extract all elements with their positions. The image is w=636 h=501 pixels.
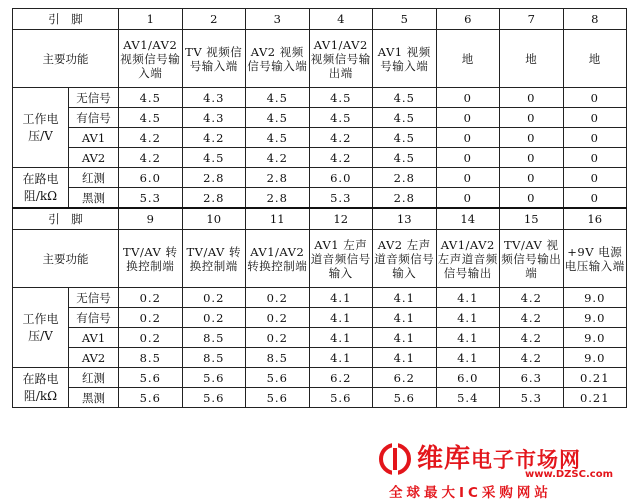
resistance-value: 5.6 [246, 368, 310, 388]
voltage-row [13, 308, 627, 328]
pin-function: +9V 电源电压输入端 [563, 230, 627, 288]
pin-function: AV1/AV2视频信号输入端 [119, 30, 183, 88]
voltage-value: 0.2 [119, 308, 183, 328]
voltage-value: 4.5 [373, 88, 437, 108]
pin-number: 8 [563, 9, 627, 30]
pin-function: 地 [500, 30, 564, 88]
voltage-value: 0.2 [182, 308, 246, 328]
voltage-value: 0 [500, 128, 564, 148]
resistance-group-label: 在路电阻/kΩ [13, 368, 69, 408]
resistance-value: 6.2 [309, 368, 373, 388]
voltage-value: 4.2 [119, 148, 183, 168]
voltage-value: 4.1 [309, 328, 373, 348]
voltage-value: 8.5 [182, 348, 246, 368]
resistance-value: 0.21 [563, 368, 627, 388]
resistance-value: 2.8 [182, 188, 246, 209]
voltage-value: 4.2 [246, 148, 310, 168]
voltage-value: 4.5 [246, 128, 310, 148]
voltage-row [13, 128, 627, 148]
resistance-row [13, 388, 627, 408]
measurement-label: 黑测 [69, 388, 119, 408]
measurement-label: 红测 [69, 368, 119, 388]
resistance-value: 0 [563, 168, 627, 188]
voltage-value: 4.5 [309, 88, 373, 108]
pin-label: 引 脚 [13, 208, 119, 230]
pin-function: TV/AV 转换控制端 [119, 230, 183, 288]
condition-label: 有信号 [69, 308, 119, 328]
pin-function: 地 [563, 30, 627, 88]
pin-function: AV1 视频号输入端 [373, 30, 437, 88]
voltage-group-label: 工作电压/V [13, 288, 69, 368]
voltage-value: 4.2 [309, 128, 373, 148]
resistance-value: 0 [500, 168, 564, 188]
voltage-value: 8.5 [182, 328, 246, 348]
pin-data-table [12, 8, 627, 408]
resistance-value: 5.6 [182, 368, 246, 388]
voltage-value: 4.2 [119, 128, 183, 148]
measurement-label: 黑测 [69, 188, 119, 209]
voltage-value: 9.0 [563, 288, 627, 308]
pin-function: AV2 左声道音频信号输入 [373, 230, 437, 288]
voltage-row [13, 148, 627, 168]
pin-number: 10 [182, 208, 246, 230]
pin-number: 15 [500, 208, 564, 230]
pin-number: 2 [182, 9, 246, 30]
voltage-value: 4.1 [309, 348, 373, 368]
condition-label: 有信号 [69, 108, 119, 128]
pin-number: 13 [373, 208, 437, 230]
resistance-value: 5.6 [119, 388, 183, 408]
resistance-value: 5.6 [309, 388, 373, 408]
voltage-value: 0 [436, 148, 500, 168]
voltage-value: 4.1 [309, 288, 373, 308]
pin-function-row [13, 30, 627, 88]
pin-number: 3 [246, 9, 310, 30]
voltage-row [13, 328, 627, 348]
resistance-value: 2.8 [246, 188, 310, 209]
voltage-value: 0 [436, 88, 500, 108]
pin-function: AV2 视频信号输入端 [246, 30, 310, 88]
voltage-value: 4.1 [436, 288, 500, 308]
resistance-value: 5.3 [119, 188, 183, 209]
resistance-value: 2.8 [373, 168, 437, 188]
function-label: 主要功能 [13, 230, 119, 288]
voltage-value: 4.5 [309, 108, 373, 128]
pin-number-row [13, 208, 627, 230]
condition-label: AV2 [69, 348, 119, 368]
voltage-value: 4.1 [436, 308, 500, 328]
voltage-value: 4.1 [436, 348, 500, 368]
voltage-value: 4.5 [373, 148, 437, 168]
voltage-value: 8.5 [119, 348, 183, 368]
resistance-value: 5.6 [182, 388, 246, 408]
pin-number: 12 [309, 208, 373, 230]
resistance-row [13, 188, 627, 209]
voltage-value: 0 [500, 88, 564, 108]
resistance-value: 5.3 [500, 388, 564, 408]
voltage-value: 4.2 [500, 288, 564, 308]
voltage-row [13, 108, 627, 128]
pin-number: 16 [563, 208, 627, 230]
resistance-group-label: 在路电阻/kΩ [13, 168, 69, 209]
resistance-value: 6.3 [500, 368, 564, 388]
voltage-value: 4.3 [182, 108, 246, 128]
voltage-value: 0 [563, 88, 627, 108]
pin-function: TV 视频信号输入端 [182, 30, 246, 88]
pin-number: 4 [309, 9, 373, 30]
resistance-value: 5.6 [373, 388, 437, 408]
voltage-value: 0.2 [119, 328, 183, 348]
voltage-value: 0 [500, 108, 564, 128]
resistance-value: 5.6 [246, 388, 310, 408]
watermark-brand-suffix: 电子市场网 [471, 448, 582, 472]
brand-logo-icon [375, 442, 415, 476]
resistance-value: 0 [436, 188, 500, 209]
pin-function: AV1/AV2视频信号输出端 [309, 30, 373, 88]
voltage-value: 4.1 [373, 328, 437, 348]
pin-number: 5 [373, 9, 437, 30]
table-body [13, 9, 627, 408]
voltage-value: 4.2 [500, 328, 564, 348]
voltage-row [13, 348, 627, 368]
resistance-value: 2.8 [182, 168, 246, 188]
voltage-value: 0.2 [246, 308, 310, 328]
watermark-tagline: 全球最大IC采购网站 [389, 485, 552, 501]
voltage-value: 0 [500, 148, 564, 168]
pin-number: 1 [119, 9, 183, 30]
watermark-brand-name: 维库 [417, 444, 472, 474]
function-label: 主要功能 [13, 30, 119, 88]
resistance-value: 0 [436, 168, 500, 188]
voltage-value: 4.2 [500, 308, 564, 328]
pin-function-row [13, 230, 627, 288]
pin-number-row [13, 9, 627, 30]
voltage-value: 4.5 [119, 88, 183, 108]
voltage-value: 9.0 [563, 348, 627, 368]
voltage-value: 4.1 [436, 328, 500, 348]
watermark-url: www.DZSC.com [525, 469, 613, 480]
voltage-row [13, 288, 627, 308]
condition-label: 无信号 [69, 88, 119, 108]
resistance-value: 6.0 [309, 168, 373, 188]
voltage-value: 4.5 [373, 128, 437, 148]
resistance-value: 5.4 [436, 388, 500, 408]
voltage-value: 0 [436, 108, 500, 128]
voltage-value: 4.1 [373, 288, 437, 308]
pin-label: 引 脚 [13, 9, 119, 30]
resistance-value: 0 [500, 188, 564, 209]
voltage-value: 4.5 [182, 148, 246, 168]
voltage-value: 4.5 [119, 108, 183, 128]
resistance-value: 2.8 [373, 188, 437, 209]
resistance-value: 2.8 [246, 168, 310, 188]
voltage-value: 0.2 [246, 328, 310, 348]
voltage-value: 4.1 [373, 308, 437, 328]
voltage-value: 0 [563, 148, 627, 168]
watermark [375, 438, 630, 501]
voltage-value: 4.1 [309, 308, 373, 328]
pin-number: 9 [119, 208, 183, 230]
voltage-value: 4.2 [309, 148, 373, 168]
voltage-value: 4.5 [246, 88, 310, 108]
voltage-value: 0 [436, 128, 500, 148]
resistance-value: 0 [563, 188, 627, 209]
condition-label: 无信号 [69, 288, 119, 308]
resistance-row [13, 368, 627, 388]
voltage-value: 0 [563, 108, 627, 128]
voltage-value: 0.2 [246, 288, 310, 308]
measurement-label: 红测 [69, 168, 119, 188]
condition-label: AV1 [69, 128, 119, 148]
voltage-row [13, 88, 627, 108]
pin-function: AV1/AV2 转换控制端 [246, 230, 310, 288]
voltage-value: 4.5 [373, 108, 437, 128]
pin-number: 6 [436, 9, 500, 30]
condition-label: AV2 [69, 148, 119, 168]
voltage-value: 9.0 [563, 328, 627, 348]
resistance-value: 5.6 [119, 368, 183, 388]
pin-function: AV1 左声道音频信号输入 [309, 230, 373, 288]
resistance-value: 6.2 [373, 368, 437, 388]
resistance-value: 6.0 [119, 168, 183, 188]
voltage-value: 4.1 [373, 348, 437, 368]
resistance-row [13, 168, 627, 188]
voltage-value: 0.2 [119, 288, 183, 308]
voltage-value: 8.5 [246, 348, 310, 368]
voltage-value: 4.3 [182, 88, 246, 108]
pin-function: TV/AV 视频信号输出端 [500, 230, 564, 288]
voltage-value: 4.5 [246, 108, 310, 128]
voltage-value: 0 [563, 128, 627, 148]
voltage-group-label: 工作电压/V [13, 88, 69, 168]
voltage-value: 4.2 [500, 348, 564, 368]
pin-number: 14 [436, 208, 500, 230]
pin-function: TV/AV 转换控制端 [182, 230, 246, 288]
resistance-value: 0.21 [563, 388, 627, 408]
voltage-value: 9.0 [563, 308, 627, 328]
pin-function: 地 [436, 30, 500, 88]
pin-function: AV1/AV2 左声道音频信号输出 [436, 230, 500, 288]
voltage-value: 0.2 [182, 288, 246, 308]
resistance-value: 6.0 [436, 368, 500, 388]
voltage-value: 4.2 [182, 128, 246, 148]
pin-number: 7 [500, 9, 564, 30]
pin-number: 11 [246, 208, 310, 230]
condition-label: AV1 [69, 328, 119, 348]
resistance-value: 5.3 [309, 188, 373, 209]
